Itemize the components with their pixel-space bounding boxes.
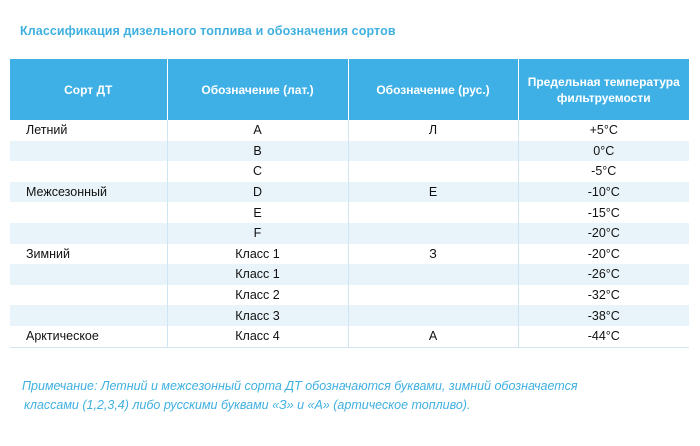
- cell-lat: Класс 4: [167, 326, 348, 347]
- table-row: [10, 244, 689, 265]
- table-row: [10, 182, 689, 203]
- cell-temp: -5°C: [518, 161, 689, 182]
- cell-rus: [348, 141, 518, 162]
- cell-temp: -10°C: [518, 182, 689, 203]
- table-row: [10, 120, 689, 141]
- cell-sort: [10, 141, 167, 162]
- header-temp: Предельная температура фильтруемости: [518, 59, 689, 120]
- cell-sort: Межсезонный: [10, 182, 167, 203]
- cell-sort: [10, 202, 167, 223]
- cell-lat: Класс 2: [167, 285, 348, 306]
- table-header-row: [10, 59, 689, 120]
- cell-rus: Л: [348, 120, 518, 141]
- table-row: [10, 285, 689, 306]
- page-title: Классификация дизельного топлива и обозначения сортов: [20, 24, 396, 38]
- cell-sort: [10, 223, 167, 244]
- cell-temp: -44°C: [518, 326, 689, 347]
- header-sort: Сорт ДТ: [10, 59, 167, 120]
- cell-lat: Класс 3: [167, 305, 348, 326]
- cell-rus: [348, 223, 518, 244]
- cell-rus: [348, 264, 518, 285]
- cell-sort: [10, 264, 167, 285]
- header-rus: Обозначение (рус.): [348, 59, 518, 120]
- header-lat: Обозначение (лат.): [167, 59, 348, 120]
- cell-rus: З: [348, 244, 518, 265]
- table-row: [10, 141, 689, 162]
- footnote-line-2: классами (1,2,3,4) либо русскими буквами «З» и «А» (артическое топливо).: [24, 398, 471, 412]
- cell-temp: -26°C: [518, 264, 689, 285]
- footnote-line-1: Примечание: Летний и межсезонный сорта ДТ обозначаются буквами, зимний обозначается: [22, 379, 578, 393]
- cell-rus: [348, 285, 518, 306]
- cell-temp: -20°C: [518, 244, 689, 265]
- footnote: [22, 377, 682, 415]
- cell-rus: [348, 161, 518, 182]
- cell-sort: Летний: [10, 120, 167, 141]
- table-row: [10, 305, 689, 326]
- cell-temp: -32°C: [518, 285, 689, 306]
- cell-temp: 0°C: [518, 141, 689, 162]
- cell-lat: E: [167, 202, 348, 223]
- cell-sort: [10, 161, 167, 182]
- cell-lat: Класс 1: [167, 264, 348, 285]
- cell-temp: -15°C: [518, 202, 689, 223]
- cell-rus: [348, 305, 518, 326]
- fuel-classification-table: [10, 59, 689, 348]
- table-row: [10, 264, 689, 285]
- cell-sort: Зимний: [10, 244, 167, 265]
- cell-lat: C: [167, 161, 348, 182]
- table-row: [10, 223, 689, 244]
- cell-rus: [348, 202, 518, 223]
- table-row: [10, 326, 689, 347]
- table-row: [10, 161, 689, 182]
- table-row: [10, 202, 689, 223]
- cell-rus: Е: [348, 182, 518, 203]
- cell-temp: -38°C: [518, 305, 689, 326]
- cell-sort: [10, 305, 167, 326]
- cell-lat: F: [167, 223, 348, 244]
- cell-sort: [10, 285, 167, 306]
- cell-sort: Арктическое: [10, 326, 167, 347]
- cell-lat: Класс 1: [167, 244, 348, 265]
- cell-temp: +5°C: [518, 120, 689, 141]
- cell-rus: А: [348, 326, 518, 347]
- cell-lat: B: [167, 141, 348, 162]
- cell-lat: D: [167, 182, 348, 203]
- cell-temp: -20°C: [518, 223, 689, 244]
- cell-lat: A: [167, 120, 348, 141]
